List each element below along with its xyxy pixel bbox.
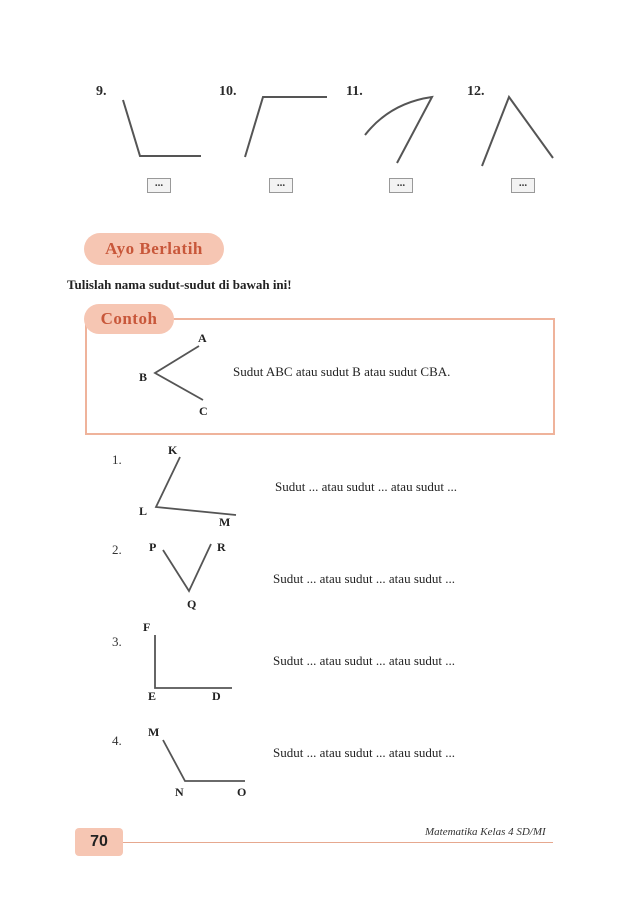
exercise-2-number: 2.	[112, 542, 122, 557]
instruction-text: Tulislah nama sudut-sudut di bawah ini!	[67, 277, 292, 292]
example-label-b: B	[139, 370, 148, 384]
item-10-answer-box[interactable]: ...	[269, 178, 293, 193]
exercise-3-label-d: D	[212, 689, 221, 703]
exercise-1-angle-lines	[156, 457, 236, 515]
exercise-4-text: Sudut ... atau sudut ... atau sudut ...	[273, 745, 455, 760]
exercise-1-number: 1.	[112, 452, 122, 467]
exercise-2-text: Sudut ... atau sudut ... atau sudut ...	[273, 571, 455, 586]
exercise-1-text: Sudut ... atau sudut ... atau sudut ...	[275, 479, 457, 494]
exercise-1-label-l: L	[139, 504, 148, 518]
exercise-4-label-n: N	[175, 785, 184, 799]
item-10-number: 10.	[219, 84, 237, 99]
item-12-answer-box[interactable]: ...	[511, 178, 535, 193]
exercise-3-number: 3.	[112, 634, 122, 649]
exercise-3-label-f: F	[143, 620, 151, 634]
exercise-4-label-o: O	[237, 785, 247, 799]
item-11-answer-box[interactable]: ...	[389, 178, 413, 193]
example-label-a: A	[198, 331, 207, 345]
footer-rule	[120, 842, 553, 843]
example-label-c: C	[199, 404, 208, 418]
exercise-4-label-m: M	[148, 725, 160, 739]
item-11-number: 11.	[346, 84, 363, 99]
exercise-2-label-p: P	[149, 540, 157, 554]
exercise-2-label-r: R	[217, 540, 226, 554]
exercise-3-label-e: E	[148, 689, 157, 703]
exercise-3-angle-lines	[155, 635, 232, 688]
item-9-answer-box[interactable]: ...	[147, 178, 171, 193]
exercise-2-label-q: Q	[187, 597, 197, 611]
book-title: Matematika Kelas 4 SD/MI	[425, 826, 546, 838]
exercise-4-number: 4.	[112, 733, 122, 748]
exercise-1-label-k: K	[168, 443, 178, 457]
example-text: Sudut ABC atau sudut B atau sudut CBA.	[233, 364, 451, 379]
exercise-2-angle-lines	[163, 544, 211, 591]
exercise-3-text: Sudut ... atau sudut ... atau sudut ...	[273, 653, 455, 668]
example-title: Contoh	[84, 304, 174, 334]
item-12-number: 12.	[467, 84, 485, 99]
page-number: 70	[75, 828, 123, 856]
exercise-1-label-m: M	[219, 515, 231, 529]
item-9-number: 9.	[96, 84, 107, 99]
exercise-4-angle-lines	[163, 740, 245, 781]
section-title: Ayo Berlatih	[84, 233, 224, 265]
